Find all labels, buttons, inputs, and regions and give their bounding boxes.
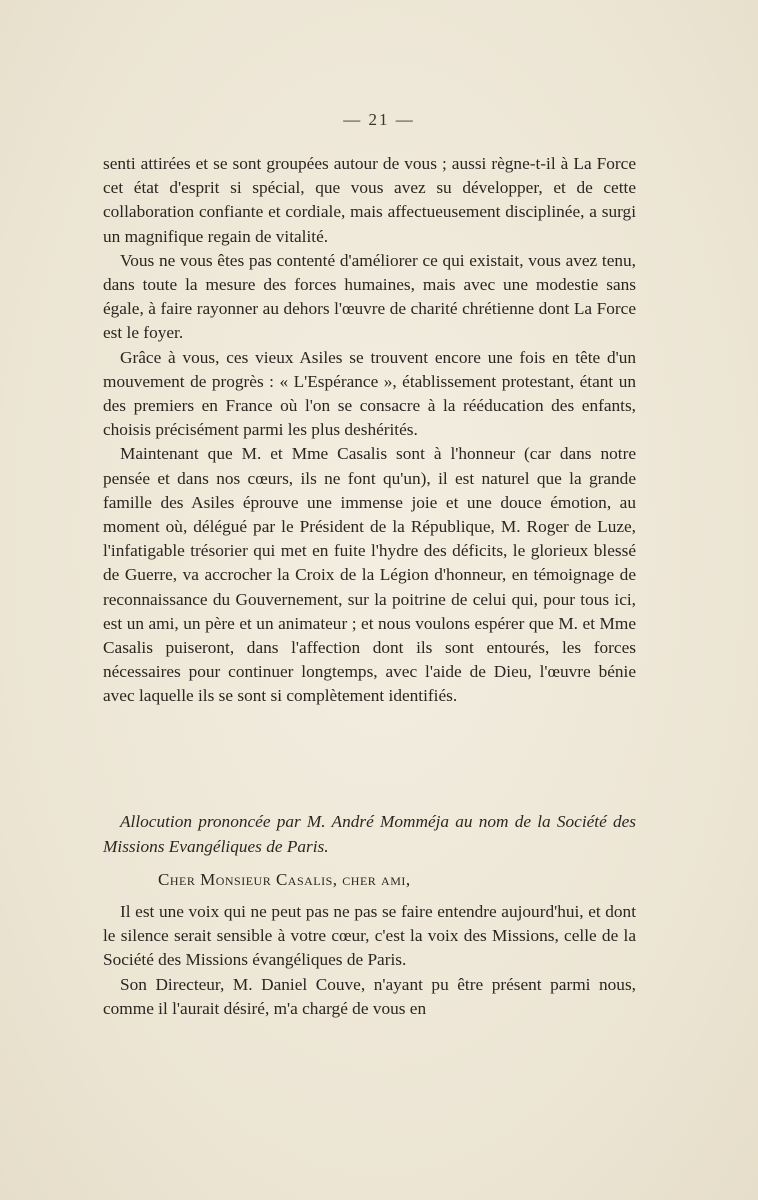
section-heading-text: Allocution prononcée par M. André Momméja au nom de la Société des Missions Evangéliques de Paris. — [103, 812, 636, 856]
paragraph: Son Directeur, M. Daniel Couve, n'ayant pu être présent parmi nous, comme il l'aurait désiré, m'a chargé de vous en — [103, 974, 636, 1018]
body-text — [103, 152, 636, 709]
paragraph: Maintenant que M. et Mme Casalis sont à l'honneur (car dans notre pensée et dans nos cœurs, ils ne font qu'un), il est naturel que la grande famille des Asiles éprouve une immense joie et une douce émotion, au moment où, délégué par le Président de la République, M. Roger de Luze, l'infatigable trésorier qui met en fuite l'hydre des déficits, le glorieux blessé de Guerre, va accrocher la Croix de la Légion d'honneur, en témoignage de reconnaissance du Gouvernement, sur la poitrine de celui qui, pour tous ici, est un ami, un père et un animateur ; et nous voulons espérer que M. et Mme Casalis puiseront, dans l'affection dont ils sont entourés, les forces nécessaires pour continuer longtemps, avec l'aide de Dieu, l'œuvre bénie avec laquelle ils se sont si complètement identifiés. — [103, 444, 636, 706]
section-body-text — [103, 900, 636, 1021]
paragraph: Vous ne vous êtes pas contenté d'améliorer ce qui existait, vous avez tenu, dans toute la mesure des forces humaines, mais avec une modestie sans égale, à faire rayonner au dehors l'œuvre de charité chrétienne dont La Force est le foyer. — [103, 250, 636, 343]
paragraph: Il est une voix qui ne peut pas ne pas se faire entendre aujourd'hui, et dont le silence serait sensible à votre cœur, c'est la voix des Missions, celle de la Société des Missions évangéliques de Paris. — [103, 902, 636, 970]
section-heading — [103, 810, 636, 859]
paragraph: Grâce à vous, ces vieux Asiles se trouvent encore une fois en tête d'un mouvement de progrès : « L'Espérance », établissement protestant, étant un des premiers en France où l'on se consacre à la rééducation des enfants, choisis précisément parmi les plus deshérités. — [103, 347, 636, 440]
salutation: Cher Monsieur Casalis, cher ami, — [158, 870, 411, 889]
page-number: — 21 — — [343, 110, 415, 129]
paragraph: senti attirées et se sont groupées autour de vous ; aussi règne-t-il à La Force cet état d'esprit si spécial, que vous avez su développer, et de cette collaboration confiante et cordiale, mais affectueusement disciplinée, a surgi un magnifique regain de vitalité. — [103, 154, 636, 246]
